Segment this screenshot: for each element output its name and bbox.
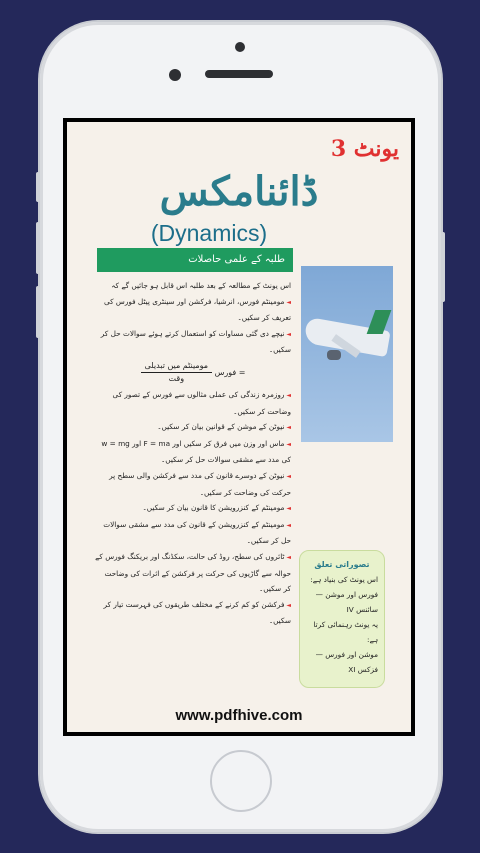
list-item: ◄ مومینٹم فورس، انرشیا، فرکشن اور سینٹری پیٹل فورس کی تعریف کر سکیں۔ xyxy=(95,294,291,326)
earpiece-speaker xyxy=(205,70,273,78)
home-button[interactable] xyxy=(210,750,272,812)
proximity-sensor xyxy=(235,42,245,52)
website-watermark: www.pdfhive.com xyxy=(175,707,303,724)
unit-label: یونٹ 3 xyxy=(330,136,399,162)
list-item: ◄ ماس اور وزن میں فرق کر سکیں اور F = ma اور w = mg کی مدد سے مشقی سوالات حل کر سکیں۔ xyxy=(95,436,291,468)
list-item: ◄ نیوٹن کے موشن کے قوانین بیان کر سکیں۔ xyxy=(95,419,291,436)
airplane-photo xyxy=(301,266,393,442)
formula-rhs: = فورس xyxy=(214,367,246,377)
learning-outcomes-banner: طلبہ کے علمی حاصلات xyxy=(97,248,293,272)
list-item: ◄ روزمرہ زندگی کی عملی مثالوں سے فورس کے تصور کی وضاحت کر سکیں۔ xyxy=(95,387,291,419)
list-item: ◄ فرکشن کو کم کرنے کے مختلف طریقوں کی فہرست تیار کر سکیں۔ xyxy=(95,597,291,629)
mute-switch xyxy=(36,172,40,202)
concept-line: اس یونٹ کی بنیاد ہے: xyxy=(310,575,378,584)
volume-up-button xyxy=(36,222,40,274)
formula-numerator: مومینٹم میں تبدیلی xyxy=(141,360,213,373)
volume-down-button xyxy=(36,286,40,338)
list-item: ◄ نیچے دی گئی مساوات کو استعمال کرتے ہوئے سوالات حل کر سکیں۔ xyxy=(95,326,291,358)
concept-line: یہ یونٹ رہنمائی کرتا ہے: xyxy=(313,620,378,644)
book-page xyxy=(67,122,411,732)
formula-denominator: وقت xyxy=(168,373,185,383)
list-item: ◄ مومینٹم کے کنزرویشن کے قانون کی مدد سے مشقی سوالات حل کر سکیں۔ xyxy=(95,517,291,549)
concept-line: موشن اور فورس — فزکس XI xyxy=(315,650,378,674)
force-formula xyxy=(95,358,291,387)
list-item: ◄ نیوٹن کے دوسرے قانون کی مدد سے فرکشن والی سطح پر حرکت کی وضاحت کر سکیں۔ xyxy=(95,468,291,500)
airplane-engine xyxy=(327,350,341,360)
outcomes-list xyxy=(95,278,291,629)
phone-screen xyxy=(63,118,415,736)
front-camera-icon xyxy=(169,69,181,81)
chapter-title-english: (Dynamics) xyxy=(150,220,268,246)
concept-heading: تصوراتی تعلق xyxy=(314,560,370,569)
formula-fraction xyxy=(141,360,213,385)
concept-box xyxy=(299,550,385,688)
intro-text: اس یونٹ کے مطالعہ کے بعد طلبہ اس قابل ہو جائیں گے کہ xyxy=(111,281,291,290)
list-item: ◄ مومینٹم کے کنزرویشن کا قانون بیان کر سکیں۔ xyxy=(95,500,291,517)
chapter-title-urdu: ڈائنامکس xyxy=(159,168,319,215)
power-button xyxy=(441,232,445,302)
concept-line: فورس اور موشن — سائنس IV xyxy=(315,590,378,614)
list-item: ◄ ٹائروں کی سطح، روڈ کی حالت، سکڈنگ اور بریکنگ فورس کے حوالہ سے گاڑیوں کی حرکت پر فرکشن کے اثرات کی وضاحت کر سکیں۔ xyxy=(95,549,291,597)
